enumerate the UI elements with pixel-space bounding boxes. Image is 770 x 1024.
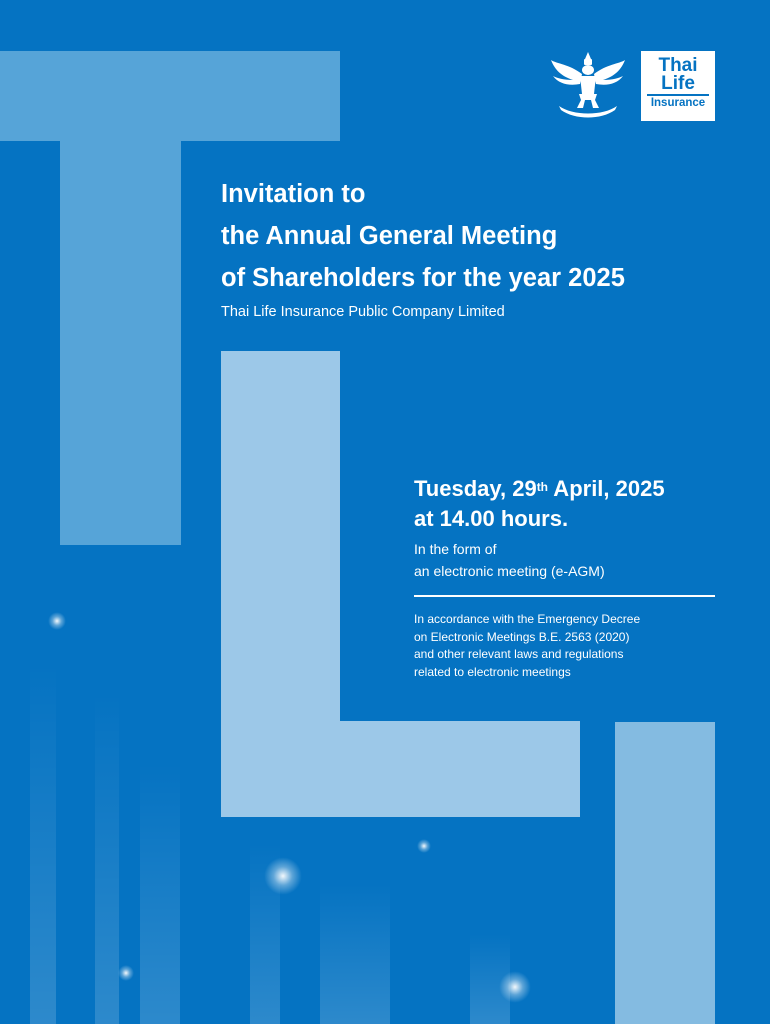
light-bar: [30, 664, 56, 1024]
light-bar: [140, 764, 180, 1024]
title-line: Invitation to: [221, 180, 366, 208]
letter-l-stem: [221, 351, 340, 817]
thai-life-logo: [641, 51, 715, 121]
meeting-month-year: April, 2025: [548, 476, 665, 501]
letter-t-stem: [60, 141, 181, 545]
decree-line: and other relevant laws and regulations: [414, 647, 624, 661]
logo-rule: [647, 94, 709, 96]
light-glow: [499, 971, 531, 1003]
meeting-form-value: an electronic meeting (e-AGM): [414, 563, 605, 579]
meeting-date: [414, 474, 665, 504]
light-glow: [118, 965, 134, 981]
letter-i-bar: [615, 722, 715, 1024]
document-title: [221, 173, 625, 299]
decree-line: In accordance with the Emergency Decree: [414, 612, 641, 626]
meeting-day: Tuesday, 29: [414, 476, 537, 501]
light-glow: [264, 857, 302, 895]
logo-text-thai: Thai: [658, 55, 698, 76]
light-glow: [48, 612, 66, 630]
light-bar: [320, 884, 390, 1024]
title-line: the Annual General Meeting: [221, 222, 558, 250]
garuda-emblem-icon: [549, 50, 627, 122]
logo-text-insurance: Insurance: [650, 97, 706, 109]
letter-t-bar: [0, 51, 340, 141]
meeting-time: at 14.00 hours.: [414, 506, 569, 531]
light-glow: [417, 839, 431, 853]
meeting-form-label: In the form of: [414, 541, 497, 557]
logo-text-life: Life: [661, 73, 695, 94]
meeting-day-suffix: th: [536, 480, 549, 494]
decree-notice: [414, 611, 640, 681]
company-name: Thai Life Insurance Public Company Limited: [221, 304, 505, 320]
decree-line: related to electronic meetings: [414, 664, 571, 679]
meeting-info: [414, 474, 665, 582]
decree-line: on Electronic Meetings B.E. 2563 (2020): [414, 629, 630, 644]
divider: [414, 595, 715, 597]
title-line: of Shareholders for the year 2025: [221, 264, 625, 292]
letter-l-foot: [340, 721, 580, 817]
light-bar: [95, 694, 119, 1024]
